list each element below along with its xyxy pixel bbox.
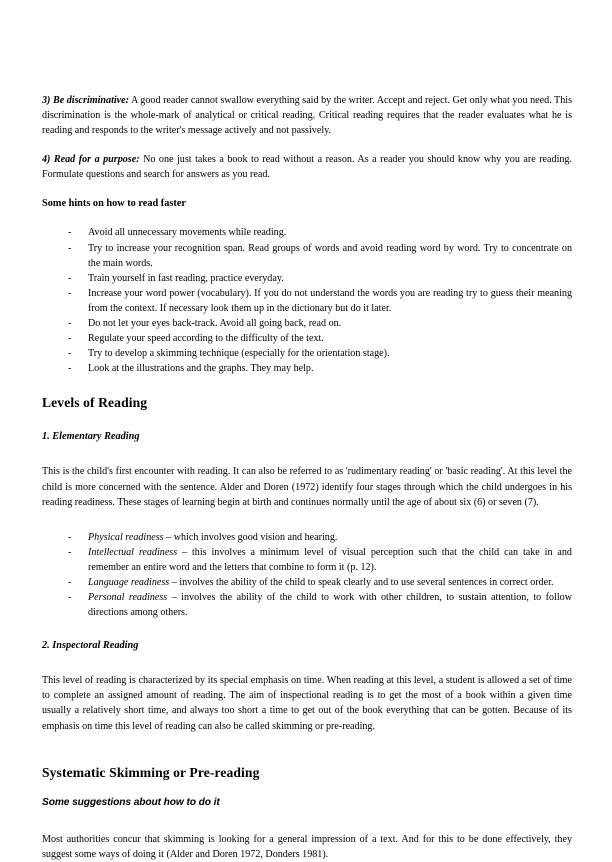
spacer [42,810,572,832]
readiness-description: – this involves a minimum level of visual perception such that the child can take in and remember an entire word and the letters that combine to form it (p. 12). [88,546,572,573]
readiness-term: Physical readiness [88,531,164,543]
heading-levels-of-reading: Levels of Reading [42,395,148,411]
list-item [42,241,572,271]
dash-marker: - [68,318,72,330]
list-item [42,225,572,240]
heading-some-hints: Some hints on how to read faster [42,198,186,210]
list-item [42,575,572,590]
list-item [42,530,572,545]
dash-marker: - [68,333,72,345]
spacer [42,444,572,464]
dash-marker: - [68,287,72,299]
paragraph-4-label: 4) Read for a purpose: [42,154,140,166]
dash-marker: - [68,242,72,254]
list-item-label: Avoid all unnecessary movements while reading. [88,227,287,239]
spacer [42,748,572,764]
list-item [42,361,572,376]
heading-systematic-skimming: Systematic Skimming or Pre-reading [42,764,260,780]
list-item [42,331,572,346]
heading-elementary-reading: 1. Elementary Reading [42,431,140,443]
list-item-label: Look at the illustrations and the graphs. They may help. [88,363,314,375]
document-content [42,93,572,862]
readiness-description: – which involves good vision and hearing. [163,531,338,543]
list-item [42,346,572,361]
readiness-description: – involves the ability of the child to work with other children, to sustain attention, to follow directions among others. [88,592,572,619]
readiness-term: Intellectual readiness [88,546,178,558]
list-item-label: Regulate your speed according to the difficulty of the text. [88,333,324,345]
spacer [42,411,572,429]
list-item [42,271,572,286]
spacer [42,620,572,638]
list-item-label: Train yourself in fast reading, practice everyday. [88,272,284,284]
dash-marker: - [68,546,72,558]
list-item [42,316,572,331]
list-reading-hints [42,225,572,376]
list-item [42,590,572,620]
spacer [42,653,572,673]
paragraph-4-text: No one just takes a book to read without a reason. As a reader you should know why you are reading. Formulate questions and search for answers as you read. [42,154,572,181]
readiness-term: Language readiness [88,576,170,588]
paragraph-read-for-a-purpose [42,152,572,182]
spacer [42,781,572,795]
spacer [42,211,572,225]
dash-marker: - [68,531,72,543]
list-item-label: Increase your word power (vocabulary). If you do not understand the words you are reading try to guess their meaning from the context. If necessary look them up in the dictionary but do it later. [88,287,572,314]
paragraph-inspectoral-reading: This level of reading is characterized by its special emphasis on time. When reading at this level, a student is allowed a set of time to complete an assigned amount of reading. The aim of inspectional reading is to get the most of a book within a given time usually a relatively short time, and always too short a time to get out of the book everything that can be gotten. Because of its emphasis on time this level of reading can also be called skimming or pre-reading. [42,675,572,732]
readiness-term: Personal readiness [88,592,168,604]
list-item [42,545,572,575]
paragraph-3-label: 3) Be discriminative: [42,95,129,106]
dash-marker: - [68,592,72,604]
dash-marker: - [68,363,72,375]
paragraph-3-text: A good reader cannot swallow everything said by the writer. Accept and reject. Get only what you need. This discrimination is the whole-mark of analytical or critical reading. Critical reading requires that the reader evaluates what he is reading and responds to the writer's message actively and not passively. [42,95,572,137]
paragraph-be-discriminative [42,93,572,138]
heading-inspectoral-reading: 2. Inspectoral Reading [42,640,139,652]
paragraph-elementary-reading: This is the child's first encounter with reading. It can also be referred to as 'rudimentary reading' or 'basic reading'. At this level the child is more concerned with the sentence. Alder and Doren (1972) identify four stages through which the child undergoes in his reading readiness. These stages of learning begin at birth and continues normally until the age of about six (6) or seven (7). [42,466,572,508]
list-item-label: Do not let your eyes back-track. Avoid all going back, read on. [88,318,342,330]
dash-marker: - [68,272,72,284]
list-item-label: Try to increase your recognition span. Read groups of words and avoid reading word by word. Try to concentrate on the main words. [88,242,572,269]
readiness-description: – involves the ability of the child to speak clearly and to use several sentences in correct order. [169,576,554,588]
heading-some-suggestions: Some suggestions about how to do it [42,796,220,808]
list-item-label: Try to develop a skimming technique (especially for the orientation stage). [88,348,390,360]
paragraph-skimming-body: Most authorities concur that skimming is looking for a general impression of a text. And for this to be done effectively, they suggest some ways of doing it (Alder and Doren 1972, Donders 1981). [42,833,572,860]
list-item [42,286,572,316]
list-reading-readiness [42,530,572,621]
dash-marker: - [68,227,72,239]
dash-marker: - [68,576,72,588]
dash-marker: - [68,348,72,360]
spacer [42,376,572,394]
